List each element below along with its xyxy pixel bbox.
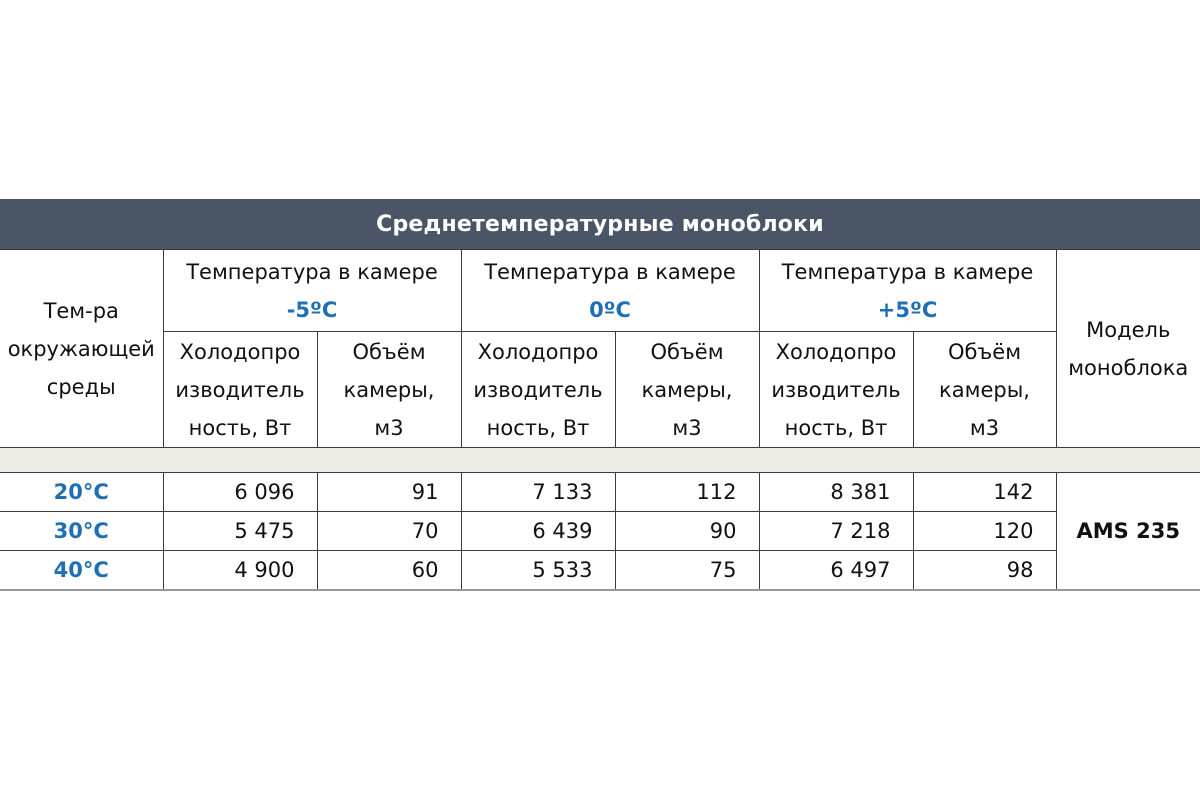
volume-label-line: м3 [374, 415, 404, 440]
spec-table-container [0, 199, 1200, 591]
capacity-label-line: изводитель [473, 377, 603, 402]
separator-row [0, 448, 1200, 473]
table-title: Среднетемпературные моноблоки [0, 199, 1200, 249]
capacity-label-line: Холодопро [477, 339, 599, 364]
capacity-cell: 6 096 [163, 473, 317, 512]
capacity-cell: 6 439 [461, 512, 615, 551]
capacity-label-line: Холодопро [179, 339, 301, 364]
volume-cell: 70 [317, 512, 461, 551]
ambient-temp-cell: 30°C [0, 512, 163, 551]
chamber-group-temp: 0ºC [589, 297, 631, 322]
capacity-cell: 7 133 [461, 473, 615, 512]
volume-cell: 91 [317, 473, 461, 512]
capacity-label-line: изводитель [771, 377, 901, 402]
volume-cell: 112 [615, 473, 759, 512]
ambient-temp-header [0, 250, 163, 448]
chamber-group-header-3 [759, 250, 1056, 332]
volume-cell: 120 [913, 512, 1056, 551]
ambient-temp-cell: 20°C [0, 473, 163, 512]
table-row [0, 473, 1200, 512]
capacity-header [461, 332, 615, 448]
capacity-cell: 5 533 [461, 551, 615, 591]
capacity-cell: 5 475 [163, 512, 317, 551]
chamber-group-header-2 [461, 250, 759, 332]
capacity-label-line: ность, Вт [188, 415, 292, 440]
volume-label-line: Объём [352, 339, 426, 364]
chamber-group-label: Температура в камере [484, 259, 736, 284]
capacity-header [163, 332, 317, 448]
volume-cell: 142 [913, 473, 1056, 512]
capacity-label-line: изводитель [175, 377, 305, 402]
capacity-cell: 7 218 [759, 512, 913, 551]
capacity-cell: 4 900 [163, 551, 317, 591]
capacity-label-line: Холодопро [775, 339, 897, 364]
chamber-group-temp: +5ºC [877, 297, 938, 322]
model-label-line-1: Модель [1086, 317, 1171, 342]
separator-cell [0, 448, 1200, 473]
model-label-line-2: моноблока [1068, 355, 1189, 380]
volume-label-line: камеры, [343, 377, 435, 402]
ambient-label-line-3: среды [46, 374, 116, 399]
table-row [0, 512, 1200, 551]
model-cell: AMS 235 [1056, 473, 1200, 591]
ambient-label-line-2: окружающей [7, 336, 155, 361]
volume-cell: 60 [317, 551, 461, 591]
volume-label-line: Объём [650, 339, 724, 364]
model-header [1056, 250, 1200, 448]
chamber-group-label: Температура в камере [186, 259, 438, 284]
chamber-group-label: Температура в камере [781, 259, 1034, 284]
chamber-group-temp: -5ºC [286, 297, 338, 322]
volume-cell: 90 [615, 512, 759, 551]
capacity-label-line: ность, Вт [486, 415, 590, 440]
capacity-cell: 6 497 [759, 551, 913, 591]
volume-label-line: м3 [672, 415, 702, 440]
ambient-temp-cell: 40°C [0, 551, 163, 591]
volume-header [913, 332, 1056, 448]
volume-label-line: камеры, [939, 377, 1030, 402]
capacity-header [759, 332, 913, 448]
volume-cell: 98 [913, 551, 1056, 591]
table-row [0, 551, 1200, 591]
chamber-group-header-1 [163, 250, 461, 332]
volume-label-line: Объём [947, 339, 1022, 364]
spec-table [0, 249, 1200, 591]
volume-label-line: м3 [969, 415, 1000, 440]
volume-header [317, 332, 461, 448]
volume-cell: 75 [615, 551, 759, 591]
volume-header [615, 332, 759, 448]
capacity-cell: 8 381 [759, 473, 913, 512]
capacity-label-line: ность, Вт [784, 415, 888, 440]
volume-label-line: камеры, [641, 377, 733, 402]
ambient-label-line-1: Тем-ра [43, 298, 119, 323]
